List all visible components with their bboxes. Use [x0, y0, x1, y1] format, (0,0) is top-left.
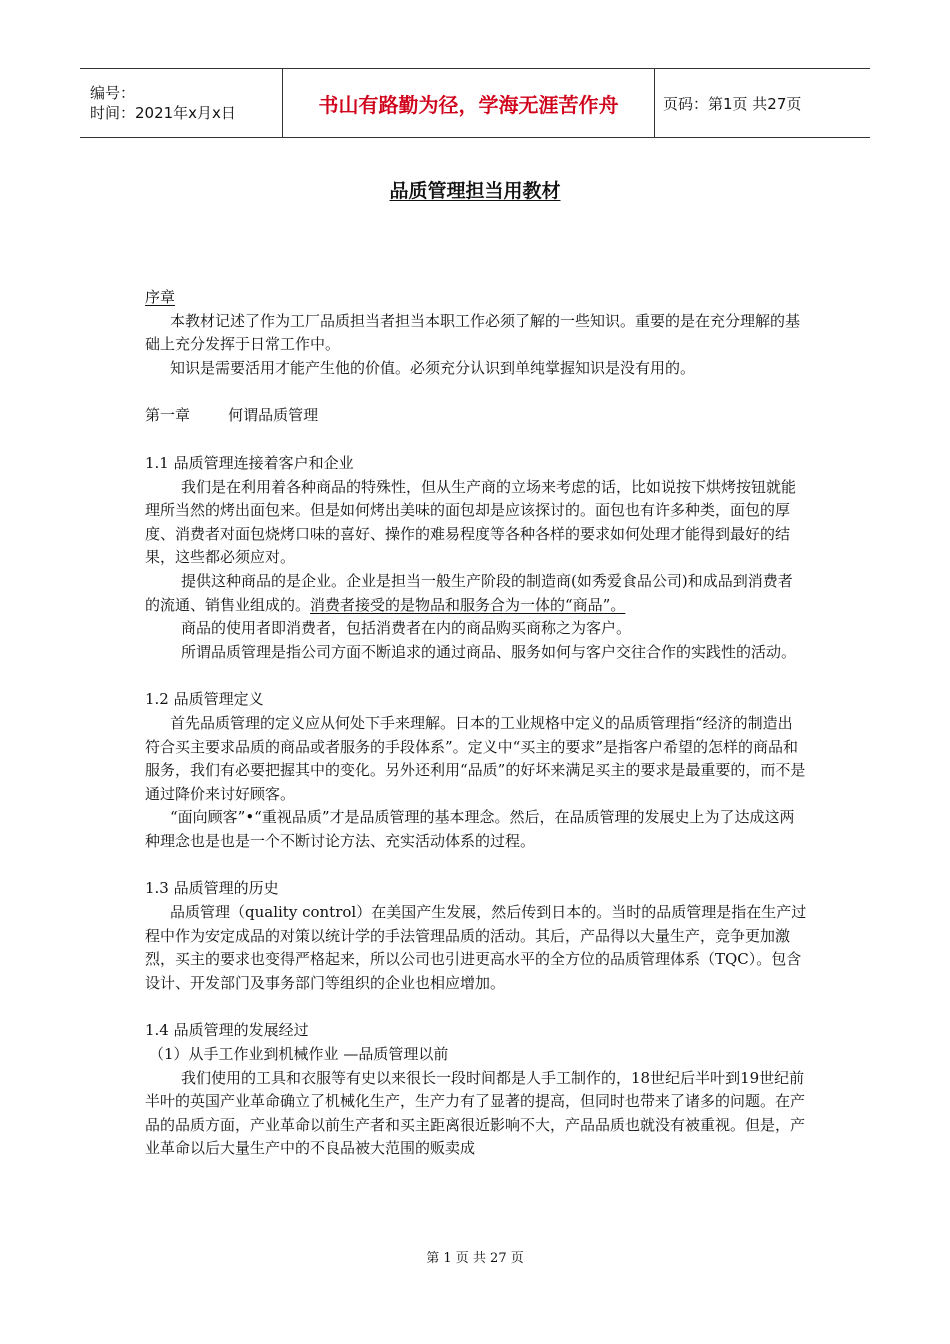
preface-paragraph-1: 本教材记述了作为工厂品质担当者担当本职工作必须了解的一些知识。重要的是在充分理解的基础上充分发挥于日常工作中。 [145, 311, 801, 354]
section-1-3-paragraph-1: 品质管理（quality control）在美国产生发展，然后传到日本的。当时的品质管理是指在生产过程中作为安定成品的对策以统计学的手法管理品质的活动。其后，产品得以大量生产，竞争更加激烈，买主的要求也变得严格起来，所以公司也引进更高水平的全方位的品质管理体系（TQC）。包含设计、开发部门及事务部门等组织的企业也相应增加。 [145, 903, 807, 992]
chapter-1-heading: 第一章 何谓品质管理 [145, 406, 319, 425]
section-1-1-heading: 1.1 品质管理连接着客户和企业 [145, 453, 354, 472]
section-1-4-heading: 1.4 品质管理的发展经过 [145, 1021, 309, 1040]
document-body [145, 286, 807, 1161]
page-footer: 第 1 页 共 27 页 [426, 1251, 524, 1266]
date-label: 时间：2021年x月x日 [90, 104, 236, 122]
underlined-sentence: 消费者接受的是物品和服务合为一体的“商品”。 [310, 595, 626, 614]
section-1-1-paragraph-2 [145, 570, 807, 617]
section-1-2-paragraph-1: 首先品质管理的定义应从何处下手来理解。日本的工业规格中定义的品质管理指“经济的制造出符合买主要求品质的商品或者服务的手段体系”。定义中“买主的要求”是指客户希望的怎样的商品和服务，我们有必要把握其中的变化。另外还利用“品质”的好坏来满足买主的要求是最重要的，而不是通过降价来讨好顾客。 [145, 713, 806, 803]
preface-paragraph-2: 知识是需要活用才能产生他的价值。必须充分认识到单纯掌握知识是没有用的。 [170, 358, 696, 377]
preface-heading: 序章 [145, 288, 176, 306]
section-1-1-paragraph-4: 所谓品质管理是指公司方面不断追求的通过商品、服务如何与客户交往合作的实践性的活动。 [181, 642, 797, 661]
document-title: 品质管理担当用教材 [389, 180, 561, 202]
motto-text: 书山有路勤为径，学海无涯苦作舟 [318, 92, 619, 117]
section-1-2-heading: 1.2 品质管理定义 [145, 690, 264, 709]
section-1-1-paragraph-3: 商品的使用者即消费者，包括消费者在内的商品购买商称之为客户。 [181, 619, 632, 638]
section-1-4-paragraph-1: 我们使用的工具和衣服等有史以来很长一段时间都是人手工制作的，18世纪后半叶到19世纪前半叶的英国产业革命确立了机械化生产，生产力有了显著的提高，但同时也带来了诸多的问题。在产品的品质方面，产业革命以前生产者和买主距离很近影响不大，产品品质也就没有被重视。但是，产业革命以后大量生产中的不良品被大范围的贩卖成 [145, 1068, 806, 1158]
paragraph-text: 提供这种商品的是企业。企业是担当一般生产阶段的制造商(如秀爱食品公司)和成品到消费者的流通、销售业组成的。 [145, 571, 793, 614]
code-label: 编号： [90, 84, 136, 102]
page-number-label: 页码：第1页 共27页 [663, 94, 802, 113]
section-1-4-subheading-1: （1）从手工作业到机械作业 —品质管理以前 [149, 1045, 449, 1064]
page-header [80, 68, 870, 138]
header-motto-cell [283, 69, 655, 137]
header-page-cell [655, 69, 870, 137]
section-1-3-heading: 1.3 品质管理的历史 [145, 879, 279, 898]
header-meta-cell [80, 69, 283, 137]
section-1-1-paragraph-1: 我们是在利用着各种商品的特殊性，但从生产商的立场来考虑的话，比如说按下烘烤按钮就能理所当然的烤出面包来。但是如何烤出美味的面包却是应该探讨的。面包也有许多种类，面包的厚度、消费者对面包烧烤口味的喜好、操作的难易程度等各种各样的要求如何处理才能得到最好的结果，这些都必须应对。 [145, 477, 797, 567]
section-1-2-paragraph-2: “面向顾客”•“重视品质”才是品质管理的基本理念。然后，在品质管理的发展史上为了达成这两种理念也是也是一个不断讨论方法、充实活动体系的过程。 [145, 808, 795, 850]
